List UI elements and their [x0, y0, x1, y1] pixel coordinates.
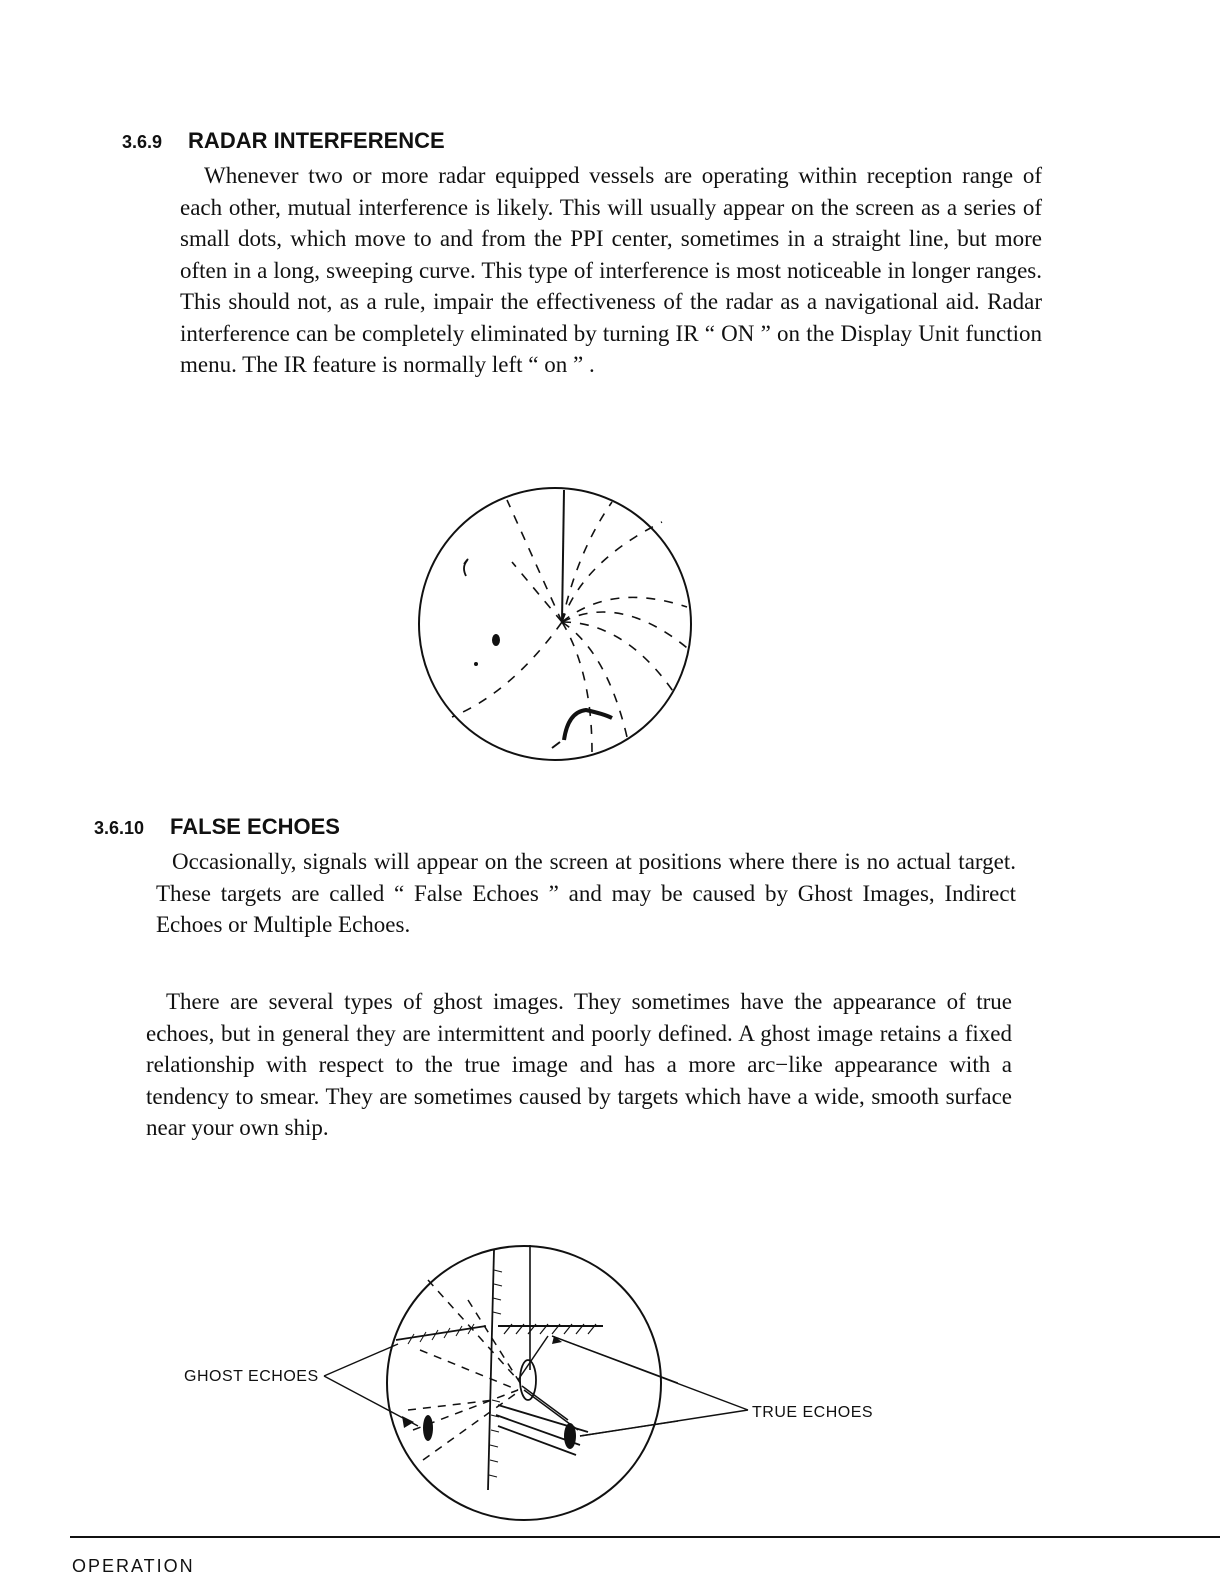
true-echoes-callout	[552, 1330, 752, 1450]
section-title: FALSE ECHOES	[170, 814, 340, 839]
footer-rule	[70, 1536, 1220, 1538]
section-title: RADAR INTERFERENCE	[188, 128, 445, 153]
footer-text: OPERATION	[72, 1556, 195, 1576]
true-echoes-label: TRUE ECHOES	[752, 1404, 874, 1421]
radar-interference-figure	[412, 482, 702, 772]
radar-interference-paragraph: Whenever two or more radar equipped vessels are operating within reception range of each other, mutual interference is likely. This will usually appear on the screen as a series of small dots, which move to and from the PPI center, sometimes in a straight line, but more often in a long, sweeping curve. This type of interference is most noticeable in longer ranges. This should not, as a rule, impair the effectiveness of the radar as a navigational aid. Radar interference can be completely eliminated by turning IR “ ON ” on the Display Unit function menu. The IR feature is normally left “ on ” .	[180, 163, 1042, 377]
section-number: 3.6.10	[94, 818, 145, 838]
false-echoes-paragraph-2: There are several types of ghost images. They sometimes have the appearance of true echoes, but in general they are intermittent and poorly defined. A ghost image retains a fixed relationship with respect to the true image and has a more arc−like appearance with a tendency to smear. They are sometimes caused by targets which have a wide, smooth surface near your own ship.	[146, 989, 1012, 1140]
ghost-echoes-label: GHOST ECHOES	[184, 1368, 319, 1385]
section-number: 3.6.9	[122, 132, 163, 152]
false-echoes-paragraph-1: Occasionally, signals will appear on the screen at positions where there is no actual target. These targets are called “ False Echoes ” and may be caused by Ghost Images, Indirect Echoes or Multiple Echoes.	[156, 849, 1016, 937]
section-heading-radar-interference	[122, 128, 445, 154]
section-heading-false-echoes	[94, 814, 340, 840]
